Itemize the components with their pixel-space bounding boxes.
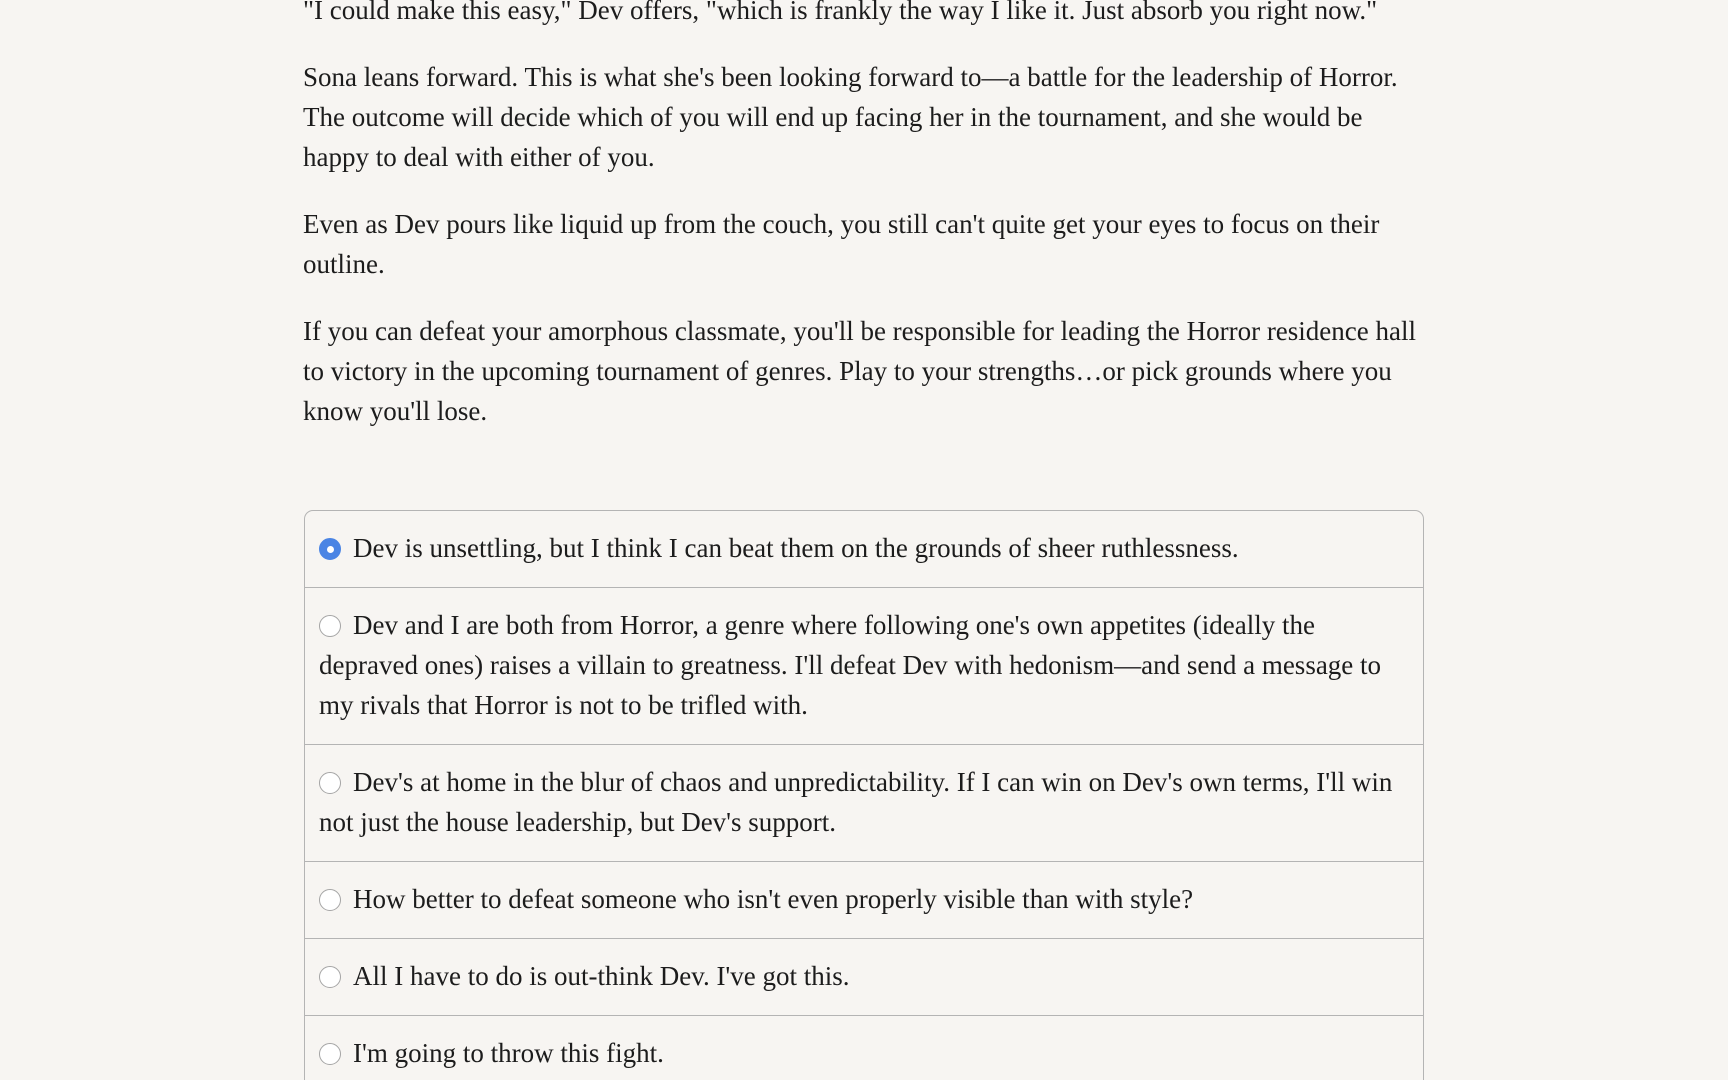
story-paragraph: Sona leans forward. This is what she's been looking forward to—a battle for the leadership of Horror. The outcome will decide which of you will end up facing her in the tournament, and she would be happy to deal with either of you. [303,62,1398,172]
story-paragraph: If you can defeat your amorphous classmate, you'll be responsible for leading the Horror residence hall to victory in the upcoming tournament of genres. Play to your strengths…or pick grounds where you know you'll lose. [303,316,1416,426]
choice-option-chaos[interactable] [305,744,1423,861]
choice-label: I'm going to throw this fight. [353,1038,664,1068]
choice-label: All I have to do is out-think Dev. I've got this. [353,961,850,991]
story-paragraph: "I could make this easy," Dev offers, "which is frankly the way I like it. Just absorb you right now." [303,0,1378,25]
radio-unselected-icon[interactable] [319,1043,341,1065]
choice-label: Dev is unsettling, but I think I can beat them on the grounds of sheer ruthlessness. [353,533,1239,563]
radio-unselected-icon[interactable] [319,889,341,911]
story-text [303,0,1425,458]
choice-option-out-think[interactable] [305,938,1423,1015]
choice-option-style[interactable] [305,861,1423,938]
radio-unselected-icon[interactable] [319,615,341,637]
choice-option-ruthlessness[interactable] [305,511,1423,587]
choice-option-hedonism[interactable] [305,587,1423,744]
choice-option-throw-fight[interactable] [305,1015,1423,1080]
choice-label: How better to defeat someone who isn't even properly visible than with style? [353,884,1194,914]
radio-unselected-icon[interactable] [319,772,341,794]
radio-selected-icon[interactable] [319,538,341,560]
story-paragraph: Even as Dev pours like liquid up from the couch, you still can't quite get your eyes to focus on their outline. [303,209,1380,279]
choice-label: Dev and I are both from Horror, a genre where following one's own appetites (ideally the depraved ones) raises a villain to greatness. I'll defeat Dev with hedonism—and send a message to my rivals that Horror is not to be trifled with. [319,610,1382,720]
radio-unselected-icon[interactable] [319,966,341,988]
choice-label: Dev's at home in the blur of chaos and unpredictability. If I can win on Dev's own terms, I'll win not just the house leadership, but Dev's support. [319,767,1393,837]
choice-list [304,510,1424,1080]
